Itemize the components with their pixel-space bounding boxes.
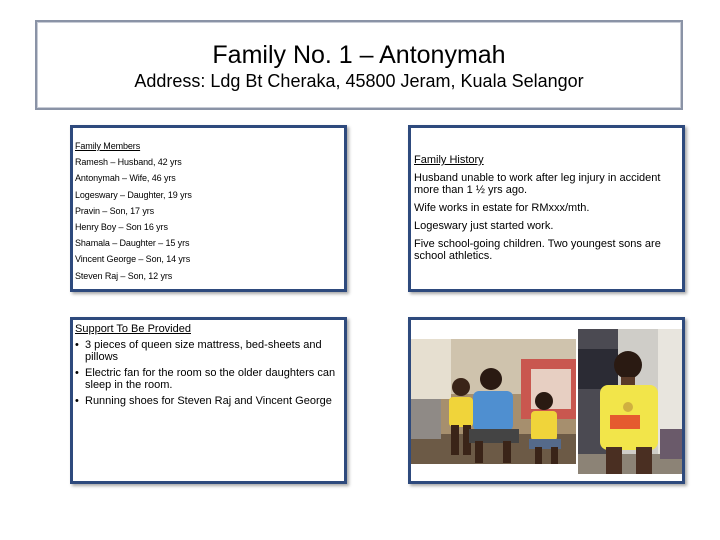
family-history-panel	[408, 125, 685, 292]
slide-address: Address: Ldg Bt Cheraka, 45800 Jeram, Kuala Selangor	[134, 71, 584, 91]
boy-photo	[578, 329, 685, 474]
support-header: Support To Be Provided	[75, 323, 191, 335]
family-members-panel	[70, 125, 347, 292]
title-box	[35, 20, 683, 110]
support-item: • 3 pieces of queen size mattress, bed-sheets and pillows	[75, 339, 341, 363]
member-item: Shamala – Daughter – 15 yrs	[75, 238, 190, 249]
family-photo	[411, 339, 576, 464]
slide-title: Family No. 1 – Antonymah	[212, 41, 506, 69]
member-item: Steven Raj – Son, 12 yrs	[75, 270, 173, 281]
photos-panel	[408, 317, 685, 484]
family-members-header: Family Members	[75, 141, 141, 151]
history-paragraph: Wife works in estate for RMxxx/mth.	[414, 202, 590, 214]
history-paragraph: Husband unable to work after leg injury in accident more than 1 ½ yrs ago.	[414, 172, 661, 196]
history-paragraph: Logeswary just started work.	[414, 220, 554, 232]
support-list	[75, 339, 341, 407]
family-history-header: Family History	[414, 154, 484, 166]
member-item: Ramesh – Husband, 42 yrs	[75, 157, 182, 168]
member-item: Logeswary – Daughter, 19 yrs	[75, 189, 192, 200]
member-item: Antonymah – Wife, 46 yrs	[75, 173, 176, 184]
support-item: • Electric fan for the room so the older daughters can sleep in the room.	[75, 367, 341, 391]
member-item: Pravin – Son, 17 yrs	[75, 205, 155, 216]
member-item: Henry Boy – Son 16 yrs	[75, 222, 168, 233]
support-item: • Running shoes for Steven Raj and Vincent George	[75, 395, 341, 407]
support-panel	[70, 317, 347, 484]
history-paragraph: Five school-going children. Two youngest sons are school athletics.	[414, 238, 661, 262]
member-item: Vincent George – Son, 14 yrs	[75, 254, 191, 265]
